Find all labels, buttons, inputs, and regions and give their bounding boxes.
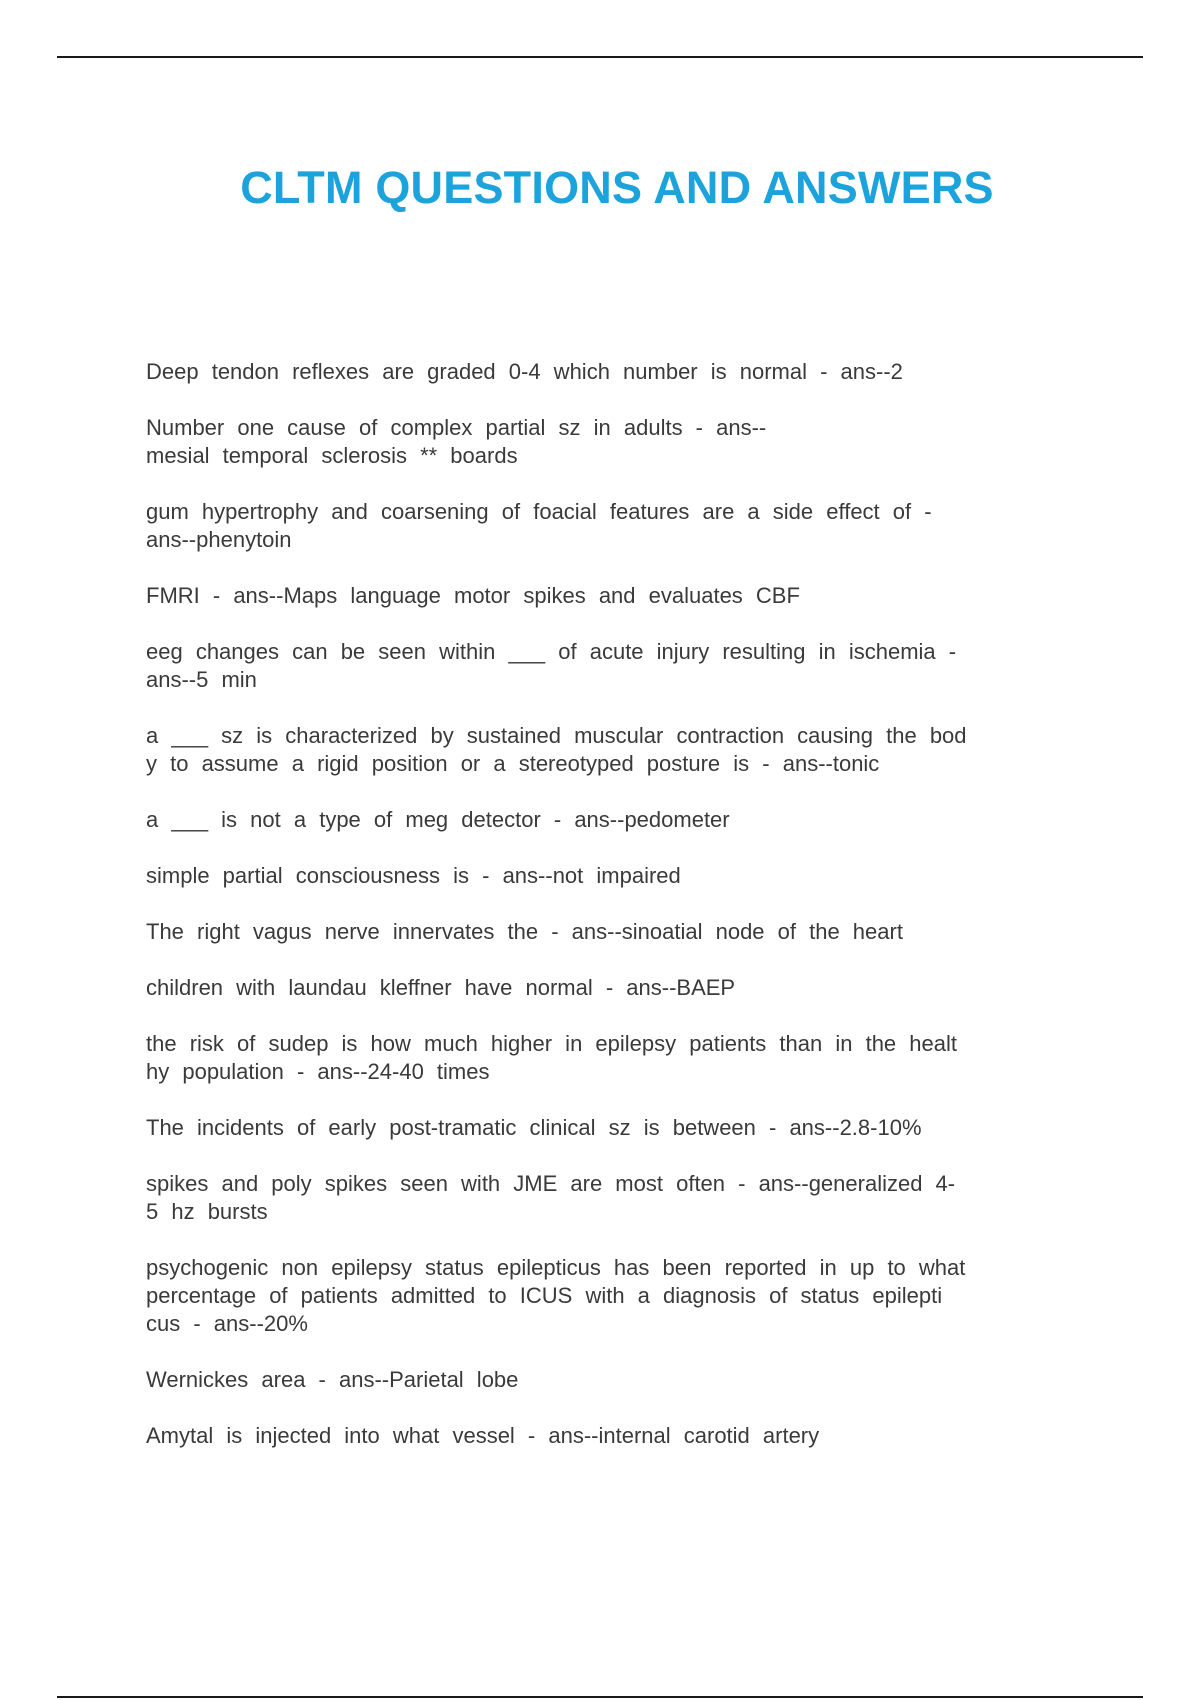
qa-item-4: FMRI - ans--Maps language motor spikes and evaluates CBF	[146, 583, 800, 608]
qa-item-2: Number one cause of complex partial sz in adults - ans-- mesial temporal sclerosis ** boards	[146, 415, 767, 468]
qa-item-1: Deep tendon reflexes are graded 0-4 which number is normal - ans--2	[146, 359, 903, 384]
qa-item-3: gum hypertrophy and coarsening of foacial features are a side effect of - ans--phenytoin	[146, 499, 932, 552]
qa-list	[146, 358, 1086, 1478]
top-divider	[57, 56, 1143, 58]
qa-item-5: eeg changes can be seen within ___ of acute injury resulting in ischemia - ans--5 min	[146, 639, 957, 692]
page-title: CLTM QUESTIONS AND ANSWERS	[240, 162, 994, 213]
bottom-divider	[57, 1696, 1143, 1698]
qa-item-11: the risk of sudep is how much higher in epilepsy patients than in the healt hy population - ans--24-40 times	[146, 1031, 957, 1084]
qa-item-16: Amytal is injected into what vessel - ans--internal carotid artery	[146, 1423, 820, 1448]
qa-item-9: The right vagus nerve innervates the - ans--sinoatial node of the heart	[146, 919, 903, 944]
qa-item-15: Wernickes area - ans--Parietal lobe	[146, 1367, 519, 1392]
qa-item-8: simple partial consciousness is - ans--not impaired	[146, 863, 681, 888]
qa-item-6: a ___ sz is characterized by sustained muscular contraction causing the bod y to assume a rigid position or a stereotyped posture is - ans--tonic	[146, 723, 967, 776]
qa-item-12: The incidents of early post-tramatic clinical sz is between - ans--2.8-10%	[146, 1115, 922, 1140]
qa-item-10: children with laundau kleffner have normal - ans--BAEP	[146, 975, 736, 1000]
qa-item-14: psychogenic non epilepsy status epilepticus has been reported in up to what percentage of patients admitted to ICUS with a diagnosis of status epilepti cus - ans--20%	[146, 1255, 966, 1336]
qa-item-13: spikes and poly spikes seen with JME are most often - ans--generalized 4- 5 hz bursts	[146, 1171, 956, 1224]
qa-item-7: a ___ is not a type of meg detector - ans--pedometer	[146, 807, 730, 832]
